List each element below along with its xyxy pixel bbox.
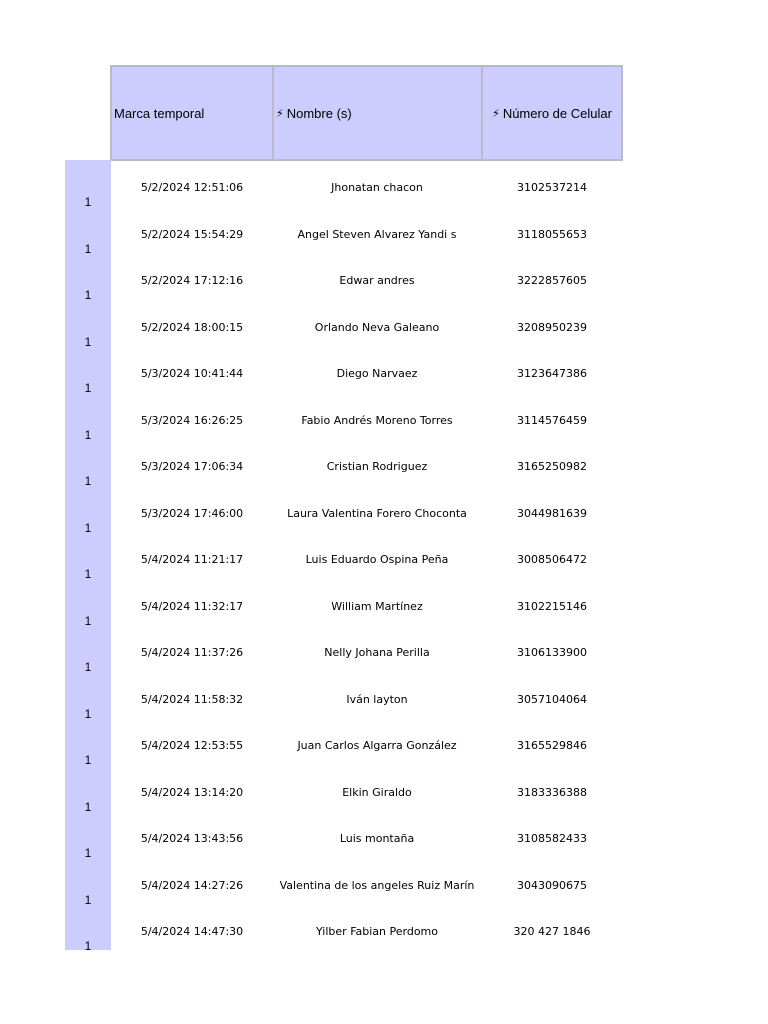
cell-timestamp[interactable]: 5/4/2024 13:43:56 [140, 832, 244, 845]
cell-phone[interactable]: 3165250982 [517, 460, 587, 473]
cell-timestamp[interactable]: 5/3/2024 10:41:44 [140, 367, 244, 380]
table-row [0, 865, 768, 912]
header-name[interactable] [272, 65, 483, 161]
cell-name[interactable]: Nelly Johana Perilla [324, 646, 430, 659]
table-row [0, 679, 768, 726]
cell-timestamp[interactable]: 5/2/2024 18:00:15 [140, 320, 244, 334]
cell-phone[interactable]: 3057104064 [517, 692, 587, 706]
cell-timestamp[interactable]: 5/4/2024 12:53:55 [140, 739, 244, 752]
cell-name[interactable]: Edwar andres [339, 274, 415, 287]
table-row [0, 772, 768, 819]
cell-name[interactable]: Jhonatan chacon [331, 181, 423, 194]
cell-name[interactable]: Diego Narvaez [336, 367, 418, 380]
row-index[interactable]: 1 [84, 799, 92, 814]
lightning-icon: ⚡ [276, 107, 284, 120]
table-row [0, 632, 768, 679]
cell-timestamp[interactable]: 5/4/2024 14:47:30 [140, 925, 244, 938]
cell-name[interactable]: Iván layton [346, 692, 408, 706]
row-index[interactable]: 1 [84, 846, 92, 860]
row-index[interactable]: 1 [84, 381, 92, 395]
row-index[interactable]: 1 [84, 288, 92, 302]
header-phone-label: Número de Celular [502, 105, 612, 121]
cell-phone[interactable]: 3183336388 [517, 785, 587, 799]
cell-timestamp[interactable]: 5/4/2024 11:58:32 [140, 692, 244, 706]
cell-phone[interactable]: 3102537214 [517, 181, 587, 194]
cell-phone[interactable]: 3208950239 [517, 320, 587, 334]
row-index[interactable]: 1 [84, 474, 92, 488]
cell-name[interactable]: Luis montaña [339, 832, 415, 845]
cell-timestamp[interactable]: 5/4/2024 11:32:17 [140, 599, 244, 613]
cell-phone[interactable]: 3165529846 [517, 739, 587, 752]
cell-name[interactable]: Juan Carlos Algarra González [297, 739, 457, 752]
table-row [0, 725, 768, 772]
cell-name[interactable]: Fabio Andrés Moreno Torres [301, 413, 453, 427]
table-row [0, 818, 768, 865]
row-index[interactable]: 1 [84, 660, 92, 674]
cell-phone[interactable]: 3108582433 [517, 832, 587, 845]
cell-phone[interactable]: 3102215146 [517, 599, 587, 613]
row-index[interactable]: 1 [84, 706, 92, 721]
table-row [0, 446, 768, 493]
table-row [0, 539, 768, 586]
table-row [0, 586, 768, 633]
table-row [0, 307, 768, 354]
cell-timestamp[interactable]: 5/4/2024 11:37:26 [140, 646, 244, 659]
row-index[interactable]: 1 [84, 334, 92, 349]
lightning-icon: ⚡ [492, 107, 500, 120]
table-row [0, 493, 768, 540]
cell-phone[interactable]: 3118055653 [517, 227, 587, 241]
table-row [0, 167, 768, 214]
header-name-label: Nombre (s) [286, 105, 352, 121]
cell-phone[interactable]: 3114576459 [517, 413, 587, 427]
cell-timestamp[interactable]: 5/3/2024 16:26:25 [140, 413, 244, 427]
row-index[interactable]: 1 [84, 427, 92, 442]
table-row [0, 353, 768, 400]
cell-phone[interactable]: 3106133900 [517, 646, 587, 659]
cell-phone[interactable]: 3008506472 [517, 553, 587, 566]
cell-phone[interactable]: 3043090675 [517, 878, 587, 892]
cell-name[interactable]: Luis Eduardo Ospina Peña [305, 553, 449, 566]
cell-name[interactable]: Valentina de los angeles Ruiz Marín [279, 878, 475, 892]
cell-timestamp[interactable]: 5/2/2024 12:51:06 [140, 181, 244, 194]
header-timestamp-label: Marca temporal [114, 105, 205, 121]
cell-timestamp[interactable]: 5/4/2024 13:14:20 [140, 785, 244, 799]
header-timestamp[interactable] [110, 65, 274, 161]
cell-timestamp[interactable]: 5/4/2024 14:27:26 [140, 878, 244, 892]
cell-phone[interactable]: 3222857605 [517, 274, 587, 287]
cell-phone[interactable]: 3123647386 [517, 367, 587, 380]
row-index[interactable]: 1 [84, 195, 92, 209]
table-row [0, 400, 768, 447]
row-index[interactable]: 1 [84, 520, 92, 535]
cell-timestamp[interactable]: 5/4/2024 11:21:17 [140, 553, 244, 566]
table-row [0, 911, 768, 958]
cell-timestamp[interactable]: 5/3/2024 17:46:00 [140, 506, 244, 520]
cell-phone[interactable]: 3044981639 [517, 506, 587, 520]
cell-name[interactable]: Elkin Giraldo [342, 785, 412, 799]
header-phone[interactable] [481, 65, 623, 161]
row-index[interactable]: 1 [84, 892, 92, 907]
table-row [0, 214, 768, 261]
cell-timestamp[interactable]: 5/3/2024 17:06:34 [140, 460, 244, 473]
cell-name[interactable]: Orlando Neva Galeano [314, 320, 440, 334]
row-index[interactable]: 1 [84, 567, 92, 581]
cell-name[interactable]: Angel Steven Alvarez Yandi s [297, 227, 457, 241]
table-row [0, 260, 768, 307]
row-index[interactable]: 1 [84, 753, 92, 767]
row-index[interactable]: 1 [84, 939, 92, 953]
row-index[interactable]: 1 [84, 613, 92, 628]
cell-name[interactable]: William Martínez [331, 599, 423, 613]
cell-timestamp[interactable]: 5/2/2024 15:54:29 [140, 227, 244, 241]
cell-timestamp[interactable]: 5/2/2024 17:12:16 [140, 274, 244, 287]
cell-name[interactable]: Yilber Fabian Perdomo [315, 925, 438, 938]
cell-name[interactable]: Laura Valentina Forero Choconta [287, 506, 467, 520]
row-index[interactable]: 1 [84, 241, 92, 256]
cell-name[interactable]: Cristian Rodriguez [326, 460, 428, 473]
cell-phone[interactable]: 320 427 1846 [513, 925, 591, 938]
